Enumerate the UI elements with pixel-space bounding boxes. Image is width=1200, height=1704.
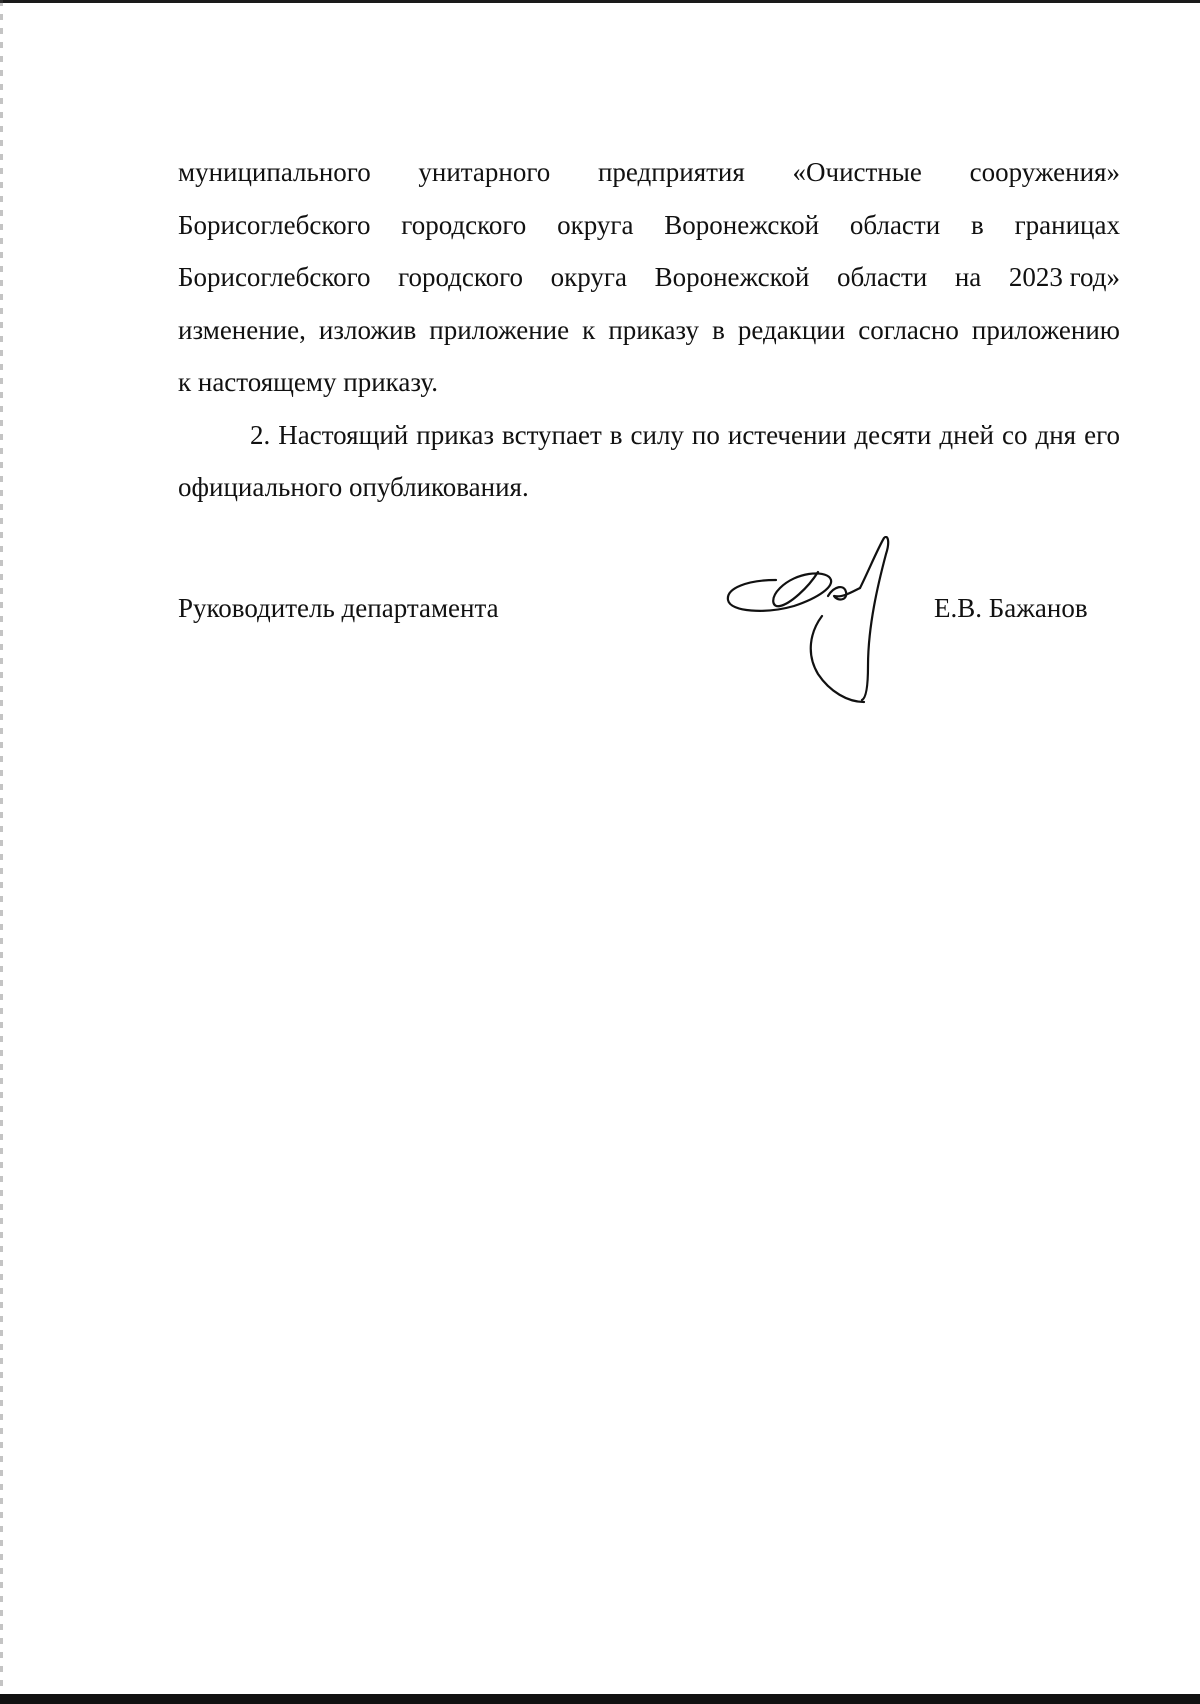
paragraph-1-last-line: к настоящему приказу. [178, 367, 438, 397]
signer-name: Е.В. Бажанов [934, 593, 1088, 623]
word: 2023 год» [1008, 262, 1120, 292]
paragraph-2-text: 2. Настоящий приказ вступает в силу по истечении десяти дней со дня его официального опубликования. [178, 419, 1120, 502]
word: Воронежской [664, 209, 820, 240]
word: муниципального [178, 157, 371, 187]
word: границах [1014, 209, 1120, 240]
handwritten-signature [718, 536, 918, 716]
scan-edge-left [0, 0, 3, 1704]
position-title: Руководитель департамента [178, 593, 499, 623]
document-body [178, 146, 1120, 514]
word: сооружения» [969, 157, 1120, 187]
word: в [712, 314, 725, 345]
word: приложению [971, 314, 1120, 345]
word: редакции [737, 314, 846, 345]
word: приказу [608, 314, 700, 345]
word: городского [398, 262, 524, 292]
word: области [849, 209, 941, 240]
word: Воронежской [654, 262, 810, 292]
scan-edge-top [0, 0, 1200, 3]
word: городского [401, 209, 527, 240]
paragraph-1-line-3 [178, 251, 1120, 304]
word: в [971, 209, 984, 240]
paragraph-1-line-2 [178, 199, 1120, 252]
paragraph-1-line-4 [178, 304, 1120, 357]
word: согласно [858, 314, 959, 345]
word: изменение, [178, 314, 306, 345]
word: Борисоглебского [178, 262, 371, 292]
paragraph-1-line-1 [178, 146, 1120, 199]
word: к [582, 314, 596, 345]
word: на [954, 262, 982, 292]
word: унитарного [418, 157, 551, 187]
scan-edge-bottom [0, 1694, 1200, 1704]
word: области [836, 262, 928, 292]
word: приложение [429, 314, 570, 345]
word: Борисоглебского [178, 209, 371, 240]
word: округа [557, 209, 634, 240]
word: предприятия [597, 157, 745, 187]
word: изложив [318, 314, 417, 345]
word: «Очистные [792, 157, 922, 187]
paragraph-2 [178, 409, 1120, 514]
word: округа [550, 262, 627, 292]
